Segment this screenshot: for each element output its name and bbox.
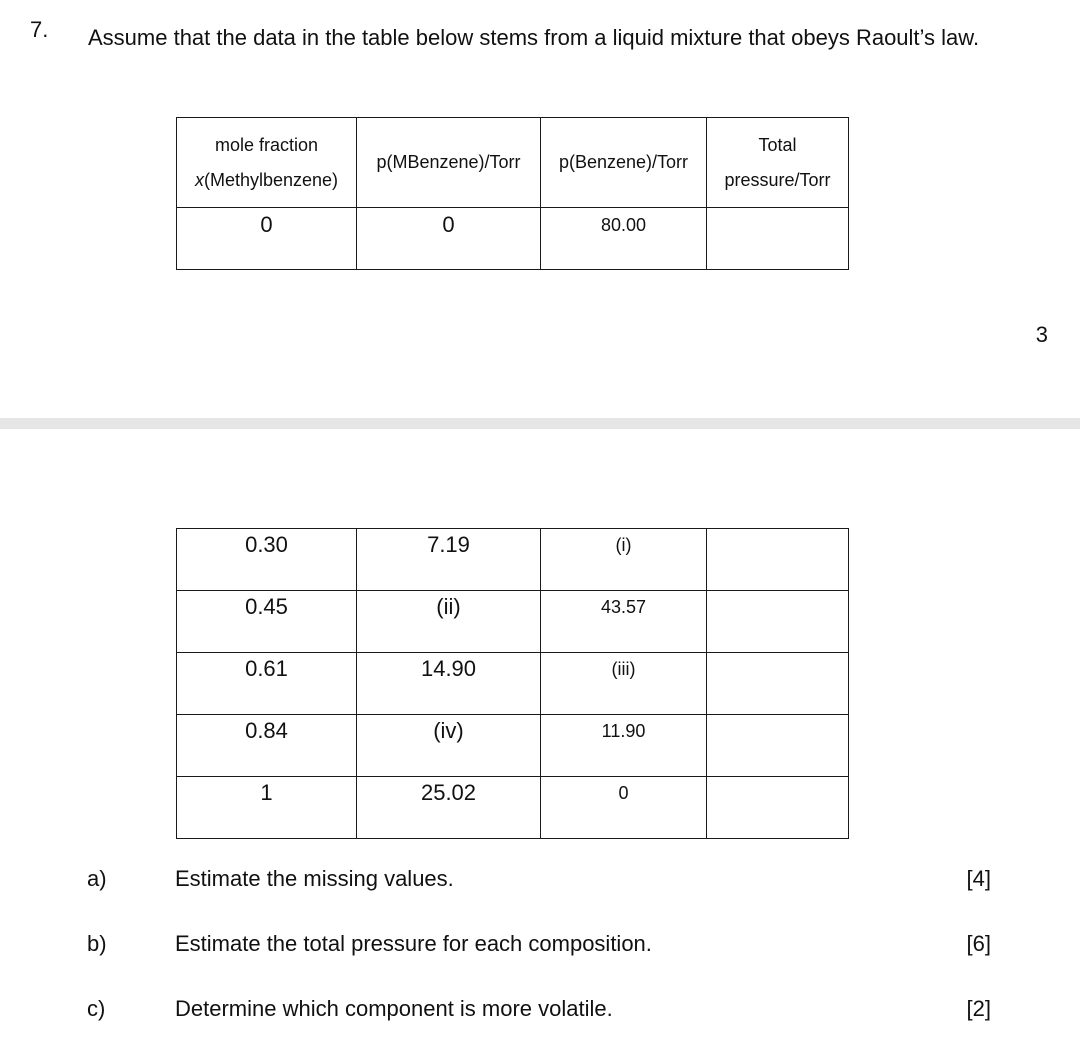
header-p-benzene: p(Benzene)/Torr xyxy=(541,118,707,208)
sub-question-text: Estimate the missing values. xyxy=(175,866,454,891)
question-number: 7. xyxy=(30,17,49,42)
table-cell: 80.00 xyxy=(541,208,707,270)
table-cell-empty xyxy=(707,715,849,777)
sub-question-label: b) xyxy=(87,931,107,956)
table-cell: 0.45 xyxy=(177,591,357,653)
header-mole-fraction: mole fraction x(Methylbenzene) xyxy=(177,118,357,208)
table-row xyxy=(177,529,849,591)
table-cell-empty xyxy=(707,653,849,715)
table-row xyxy=(177,777,849,839)
sub-question-marks: [6] xyxy=(966,931,991,956)
header-total-pressure: Total pressure/Torr xyxy=(707,118,849,208)
table-cell: 0 xyxy=(177,208,357,270)
table-cell: 43.57 xyxy=(541,591,707,653)
table-cell: 0 xyxy=(357,208,541,270)
header-variable-x: x xyxy=(194,169,204,190)
table-row xyxy=(177,715,849,777)
table-cell-empty xyxy=(707,591,849,653)
table-cell: 1 xyxy=(177,777,357,839)
table-cell: 7.19 xyxy=(357,529,541,591)
table-cell: 25.02 xyxy=(357,777,541,839)
table-cell: (i) xyxy=(541,529,707,591)
table-cell-empty xyxy=(707,208,849,270)
table-cell: 0 xyxy=(541,777,707,839)
table-cell-empty xyxy=(707,529,849,591)
table-cell: (iii) xyxy=(541,653,707,715)
table-cell: 14.90 xyxy=(357,653,541,715)
data-table-part-1 xyxy=(176,117,849,270)
page-number: 3 xyxy=(1035,322,1048,347)
question-text: Assume that the data in the table below stems from a liquid mixture that obeys Raoult’s law. xyxy=(88,25,980,50)
table-cell: (ii) xyxy=(357,591,541,653)
table-cell: (iv) xyxy=(357,715,541,777)
sub-question-marks: [2] xyxy=(966,996,991,1021)
header-p-mbenzene: p(MBenzene)/Torr xyxy=(357,118,541,208)
table-cell-empty xyxy=(707,777,849,839)
table-row xyxy=(177,591,849,653)
table-cell: 0.61 xyxy=(177,653,357,715)
table-row xyxy=(177,208,849,270)
sub-question-label: a) xyxy=(87,866,107,891)
sub-question-text: Determine which component is more volatile. xyxy=(175,996,613,1021)
table-header-row xyxy=(177,118,849,208)
data-table-part-2 xyxy=(176,528,849,839)
table-row xyxy=(177,653,849,715)
sub-question-a xyxy=(0,866,1080,900)
sub-question-text: Estimate the total pressure for each composition. xyxy=(175,931,652,956)
page-divider xyxy=(0,418,1080,429)
table-cell: 0.84 xyxy=(177,715,357,777)
sub-question-label: c) xyxy=(87,996,106,1021)
table-cell: 11.90 xyxy=(541,715,707,777)
table-cell: 0.30 xyxy=(177,529,357,591)
sub-question-c xyxy=(0,996,1080,1030)
sub-question-marks: [4] xyxy=(966,866,991,891)
sub-question-b xyxy=(0,931,1080,965)
